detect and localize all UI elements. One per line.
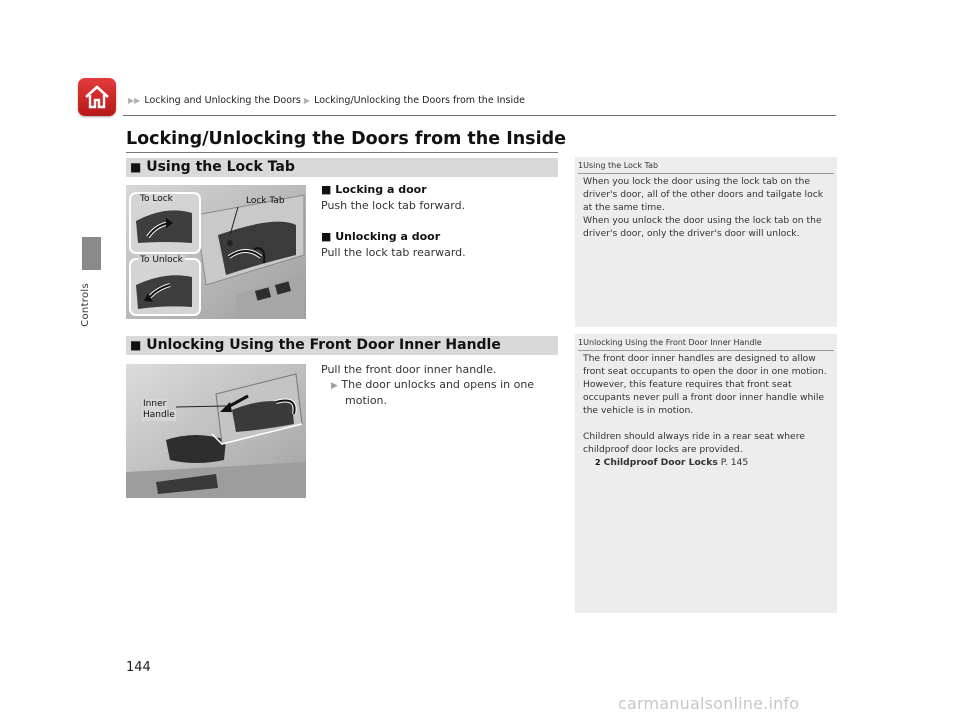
sidebar-note-lock-tab (575, 157, 837, 327)
breadcrumb-arrow-icon: ▶ (303, 96, 311, 105)
chapter-label: Controls (80, 283, 91, 327)
note-heading: 1Unlocking Using the Front Door Inner Handle (578, 338, 762, 347)
note-body: When you lock the door using the lock tab on the driver's door, all of the other doors and tailgate lock at the same time. When you unlock the door using the lock tab on the driver's door, only the driver's door will unlock. (583, 176, 824, 239)
page-number: 144 (126, 660, 151, 675)
figure-label-lock-tab: Lock Tab (246, 196, 285, 206)
home-icon (83, 83, 111, 111)
section-heading-lock-tab (126, 158, 558, 177)
note-divider (578, 350, 834, 351)
inner-handle-instruction: Pull the front door inner handle. (321, 363, 497, 376)
subheading-unlocking-door (321, 230, 440, 243)
section-heading-inner-handle (126, 336, 558, 355)
inner-handle-illustration (126, 364, 306, 498)
subheading-text: Unlocking a door (335, 230, 441, 243)
breadcrumb (128, 95, 525, 106)
title-divider (126, 152, 558, 153)
watermark: carmanualsonline.info (618, 694, 800, 713)
header-divider (123, 115, 836, 116)
door-handle-drawing (126, 364, 306, 498)
note-heading: 1Using the Lock Tab (578, 161, 659, 170)
note-body: The front door inner handles are designed to allow front seat occupants to open the door in one motion. However, this feature requires that front seat occupants never pull a front door inner handle while the vehicle is in motion. Children should always ride in a rear seat where childproof door locks are provided. 2 Childproof Door Locks P. 145 (583, 353, 827, 468)
square-bullet-icon: ■ (130, 338, 142, 352)
figure-label-to-unlock: To Unlock (140, 255, 183, 265)
result-text-line-1: The door unlocks and opens in one (341, 378, 535, 391)
section-heading-text: Unlocking Using the Front Door Inner Handle (146, 337, 501, 353)
breadcrumb-arrow-icon: ▶▶ (128, 96, 141, 105)
note-divider (578, 173, 834, 174)
page-title: Locking/Unlocking the Doors from the Inside (126, 129, 566, 149)
breadcrumb-link-parent[interactable]: Locking and Unlocking the Doors (144, 95, 301, 106)
figure-label-handle: Handle (143, 410, 175, 420)
note-number-icon: 1 (578, 338, 584, 347)
square-bullet-icon: ■ (321, 183, 332, 196)
square-bullet-icon: ■ (130, 160, 142, 174)
reference-arrow-icon: 2 (595, 458, 601, 467)
cross-reference-link[interactable]: 2 Childproof Door Locks P. 145 (595, 457, 749, 468)
result-text-line-2: motion. (345, 394, 388, 407)
chapter-tab-marker (82, 237, 101, 270)
result-arrow-icon: ▶ (331, 381, 338, 391)
sidebar-note-inner-handle (575, 334, 837, 613)
note-number-icon: 1 (578, 161, 584, 170)
figure-label-to-lock: To Lock (140, 194, 173, 204)
inner-handle-result (331, 378, 534, 391)
section-heading-text: Using the Lock Tab (146, 159, 295, 175)
square-bullet-icon: ■ (321, 230, 332, 243)
subheading-locking-door (321, 183, 427, 196)
lock-tab-illustration (126, 185, 306, 319)
figure-label-inner: Inner (143, 399, 167, 409)
locking-instruction: Push the lock tab forward. (321, 199, 466, 212)
unlocking-instruction: Pull the lock tab rearward. (321, 246, 466, 259)
subheading-text: Locking a door (335, 183, 427, 196)
home-button[interactable] (78, 78, 116, 116)
breadcrumb-current: Locking/Unlocking the Doors from the Inside (314, 95, 525, 106)
